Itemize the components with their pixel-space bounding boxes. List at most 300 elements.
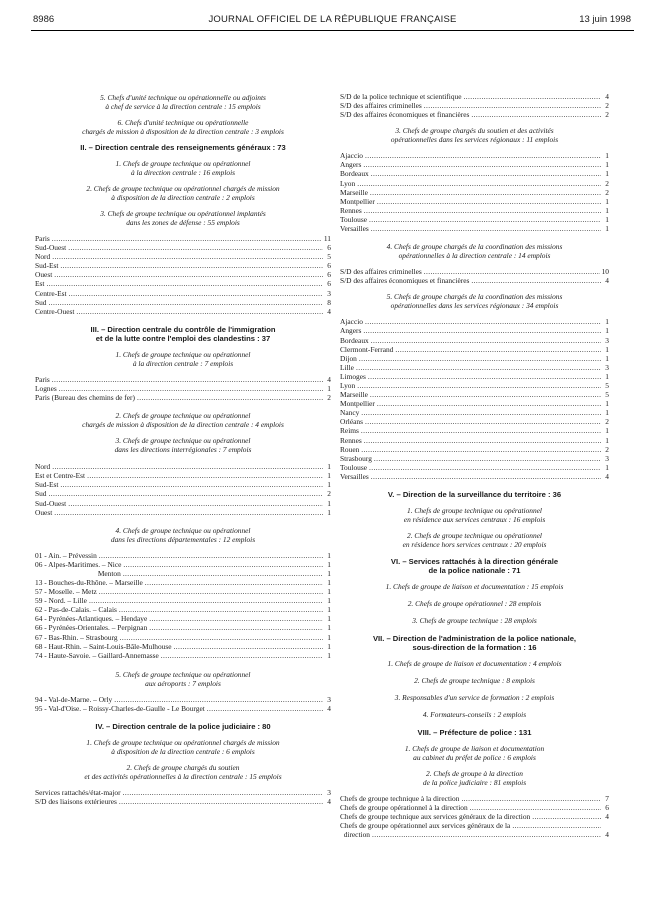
list-item bbox=[35, 375, 331, 384]
item-label: S/D des affaires économiques et financières bbox=[340, 276, 470, 286]
subsection-title: 5. Chefs de groupe technique ou opérationnel bbox=[115, 669, 251, 679]
subsection-title: 3. Chefs de groupe chargés du soutien et des activités bbox=[395, 126, 554, 136]
item-label: 64 - Pyrénées-Atlantiques. – Hendaye bbox=[35, 614, 148, 624]
list-item bbox=[35, 578, 331, 587]
item-count: 10 bbox=[601, 267, 609, 277]
item-count: 5 bbox=[605, 380, 609, 390]
dot-leader bbox=[363, 326, 601, 335]
subsection-title: 2. Chefs de groupe chargés du soutien bbox=[126, 763, 240, 772]
list-item bbox=[35, 252, 331, 261]
list-item bbox=[340, 436, 609, 445]
subsection-title: à la direction centrale : 7 emplois bbox=[132, 358, 234, 368]
list-item bbox=[340, 267, 609, 276]
item-count: 1 bbox=[327, 507, 331, 517]
dot-leader bbox=[69, 289, 323, 298]
list-item bbox=[35, 279, 331, 288]
dot-leader bbox=[470, 803, 601, 812]
item-count: 4 bbox=[605, 471, 609, 481]
list-item bbox=[340, 821, 609, 830]
section-heading: VI. – Services rattachés à la direction générale bbox=[390, 557, 559, 566]
item-label: Montpellier bbox=[340, 399, 375, 409]
item-count: 1 bbox=[605, 224, 609, 234]
dot-leader bbox=[87, 471, 323, 480]
item-label: Strasbourg bbox=[340, 453, 372, 463]
subsection-title: 2. Chefs de groupe technique : 8 emplois bbox=[414, 676, 535, 685]
item-count: 1 bbox=[605, 317, 609, 327]
item-label: Sud bbox=[35, 297, 47, 307]
item-count: 1 bbox=[605, 169, 609, 179]
item-count: 1 bbox=[327, 650, 331, 660]
item-label: S/D des liaisons extérieures bbox=[35, 797, 117, 807]
item-label: Bordeaux bbox=[340, 169, 369, 179]
dot-leader bbox=[377, 197, 601, 206]
item-count: 4 bbox=[605, 92, 609, 101]
item-label: Paris bbox=[35, 234, 50, 243]
item-count: 4 bbox=[605, 276, 609, 286]
subsection-title: 5. Chefs de groupe chargés de la coordination des missions bbox=[386, 292, 563, 302]
list-item bbox=[35, 605, 331, 614]
list-item bbox=[35, 234, 331, 243]
subsection-title: 4. Formateurs-conseils : 2 emplois bbox=[422, 710, 527, 719]
list-item bbox=[35, 307, 331, 316]
dot-leader bbox=[145, 578, 323, 587]
subsection-title: en résidence aux services centraux : 16 emplois bbox=[403, 515, 546, 524]
item-label: Nord bbox=[35, 462, 51, 472]
item-count: 1 bbox=[327, 605, 331, 615]
subsection-title: à disposition de la direction centrale : 2 emplois bbox=[111, 193, 255, 202]
dot-leader bbox=[395, 345, 601, 354]
item-label: Ajaccio bbox=[340, 317, 363, 327]
list-item bbox=[340, 408, 609, 417]
item-count: 4 bbox=[605, 812, 609, 822]
item-label: S/D de la police technique et scientifique bbox=[340, 92, 462, 101]
list-item bbox=[340, 110, 609, 119]
list-item bbox=[340, 345, 609, 354]
section-heading: et de la lutte contre l'emploi des clandestins : 37 bbox=[95, 333, 271, 343]
item-label: Versailles bbox=[340, 224, 369, 234]
list-item bbox=[35, 587, 331, 596]
dot-leader bbox=[369, 215, 601, 224]
subsection-title: en résidence hors services centraux : 20 emplois bbox=[402, 540, 547, 549]
item-label: Sud-Est bbox=[35, 261, 59, 271]
item-count: 1 bbox=[327, 632, 331, 642]
subsection-title: 1. Chefs de groupe de liaison et documentation : 4 emplois bbox=[387, 659, 562, 668]
subsection-title: opérationnelles à la direction centrale : 14 emplois bbox=[398, 251, 551, 261]
section-heading: VIII. – Préfecture de police : 131 bbox=[417, 728, 532, 737]
dot-leader bbox=[49, 489, 323, 498]
item-count: 3 bbox=[327, 288, 331, 298]
item-label: Marseille bbox=[340, 390, 368, 400]
item-count: 4 bbox=[605, 830, 609, 840]
page-number: 8986 bbox=[33, 14, 55, 25]
dot-leader bbox=[461, 794, 601, 803]
subsection-title: de la police judiciaire : 81 emplois bbox=[422, 778, 527, 787]
left-column bbox=[35, 90, 331, 806]
list-item bbox=[340, 399, 609, 408]
item-count: 1 bbox=[327, 614, 331, 624]
list-item bbox=[340, 160, 609, 169]
item-label: Est bbox=[35, 279, 45, 289]
list-item bbox=[35, 243, 331, 252]
dot-leader bbox=[377, 399, 601, 408]
dot-leader bbox=[361, 426, 601, 435]
item-count: 1 bbox=[605, 399, 609, 409]
subsection-title: 1. Chefs de groupe technique ou opérationnel bbox=[115, 349, 251, 359]
list-item bbox=[340, 463, 609, 472]
item-count: 1 bbox=[605, 353, 609, 363]
item-label: Sud-Ouest bbox=[35, 498, 67, 508]
item-count: 5 bbox=[605, 390, 609, 400]
item-label: Sud-Est bbox=[35, 480, 59, 490]
item-label: Montpellier bbox=[340, 196, 375, 206]
subsection-title: 3. Chefs de groupe technique ou opérationnel implantés bbox=[100, 209, 266, 218]
dot-leader bbox=[60, 480, 323, 489]
subsection-title: au cabinet du préfet de police : 6 emplois bbox=[413, 753, 536, 762]
dot-leader bbox=[471, 110, 601, 119]
item-label: 62 - Pas-de-Calais. – Calais bbox=[35, 605, 117, 615]
subsection-title: 1. Chefs de groupe de liaison et documentation bbox=[404, 744, 545, 753]
list-item bbox=[340, 276, 609, 285]
item-label: Bordeaux bbox=[340, 335, 369, 345]
dot-leader bbox=[370, 390, 601, 399]
item-label: Nord bbox=[35, 252, 51, 262]
subsection-title: opérationnelles dans les services régionaux : 11 emplois bbox=[390, 135, 559, 145]
subsection-title: 2. Chefs de groupe opérationnel : 28 emplois bbox=[407, 599, 542, 608]
item-count: 1 bbox=[327, 559, 331, 569]
item-label: Toulouse bbox=[340, 214, 367, 224]
item-label: Centre-Est bbox=[35, 288, 67, 298]
dot-leader bbox=[512, 821, 601, 830]
list-item bbox=[340, 454, 609, 463]
dot-leader bbox=[52, 234, 322, 243]
dot-leader bbox=[119, 797, 323, 806]
dot-leader bbox=[89, 596, 323, 605]
section-heading: III. – Direction centrale du contrôle de l'immigration bbox=[90, 324, 276, 334]
dot-leader bbox=[471, 276, 601, 285]
list-item bbox=[340, 206, 609, 215]
item-count: 3 bbox=[605, 335, 609, 345]
dot-leader bbox=[114, 695, 323, 704]
subsection-title: 3. Chefs de groupe technique : 28 emplois bbox=[412, 616, 537, 625]
list-item bbox=[340, 354, 609, 363]
dot-leader bbox=[137, 393, 323, 402]
dot-leader bbox=[371, 224, 601, 233]
item-count: 1 bbox=[327, 587, 331, 597]
dot-leader bbox=[54, 508, 323, 517]
subsection-title: 2. Chefs de groupe technique ou opérationnel chargés de mission bbox=[86, 184, 280, 193]
dot-leader bbox=[120, 633, 323, 642]
list-item bbox=[35, 551, 331, 560]
item-count: 3 bbox=[327, 788, 331, 797]
dot-leader bbox=[52, 375, 323, 384]
item-label: 95 - Val-d'Oise. – Roissy-Charles-de-Gaulle - Le Bourget bbox=[35, 703, 205, 713]
item-count: 1 bbox=[327, 471, 331, 481]
list-item bbox=[35, 270, 331, 279]
subsection-title: à la direction centrale : 16 emplois bbox=[131, 168, 235, 177]
dot-leader bbox=[68, 243, 323, 252]
item-label: Dijon bbox=[340, 353, 357, 363]
dot-leader bbox=[207, 704, 323, 713]
item-count: 1 bbox=[605, 196, 609, 206]
item-label: Marseille bbox=[340, 187, 368, 197]
item-label: Clermont-Ferrand bbox=[340, 344, 394, 354]
list-item bbox=[35, 508, 331, 517]
dot-leader bbox=[123, 560, 323, 569]
item-label: Reims bbox=[340, 426, 359, 436]
dot-leader bbox=[372, 830, 601, 839]
item-label: Orléans bbox=[340, 417, 363, 427]
item-count: 3 bbox=[605, 453, 609, 463]
list-item bbox=[340, 390, 609, 399]
item-count: 1 bbox=[605, 344, 609, 354]
item-label: Centre-Ouest bbox=[35, 306, 75, 316]
dot-leader bbox=[119, 605, 323, 614]
dot-leader bbox=[365, 317, 601, 326]
list-item bbox=[35, 623, 331, 632]
item-label: S/D des affaires criminelles bbox=[340, 101, 422, 111]
section-heading: IV. – Direction centrale de la police judiciaire : 80 bbox=[95, 722, 271, 731]
item-count: 3 bbox=[327, 694, 331, 704]
dot-leader bbox=[371, 169, 601, 178]
dot-leader bbox=[52, 462, 323, 471]
item-label: 74 - Haute-Savoie. – Gaillard-Annemasse bbox=[35, 650, 159, 660]
subsection-title: 6. Chefs d'unité technique ou opérationnelle bbox=[117, 118, 249, 127]
item-label: Rennes bbox=[340, 205, 362, 215]
list-item bbox=[340, 445, 609, 454]
item-count: 6 bbox=[327, 279, 331, 289]
dot-leader bbox=[424, 101, 601, 110]
item-label: S/D des affaires criminelles bbox=[340, 267, 422, 277]
subsection-title: 5. Chefs d'unité technique ou opérationnelle ou adjoints bbox=[100, 93, 266, 102]
item-label: Rouen bbox=[340, 444, 360, 454]
item-label: 59 - Nord. – Lille bbox=[35, 596, 87, 606]
subsection-title: et des activités opérationnelles à la direction centrale : 15 emplois bbox=[84, 772, 282, 781]
section-heading: VII. – Direction de l'administration de la police nationale, bbox=[372, 634, 577, 643]
dot-leader bbox=[174, 642, 323, 651]
subsection-title: dans les directions interrégionales : 7 emplois bbox=[114, 445, 252, 455]
item-label: Versailles bbox=[340, 471, 369, 481]
subsection-title: 2. Chefs de groupe technique ou opérationnel bbox=[407, 531, 542, 540]
subsection-title: 4. Chefs de groupe technique ou opérationnel bbox=[115, 525, 251, 535]
item-label: Services rattachés/état-major bbox=[35, 788, 121, 797]
item-count: 3 bbox=[605, 362, 609, 372]
item-count: 1 bbox=[605, 205, 609, 215]
item-label: Lyon bbox=[340, 380, 356, 390]
item-label: 68 - Haut-Rhin. – Saint-Louis-Bâle-Mulhouse bbox=[35, 641, 172, 651]
item-count: 2 bbox=[327, 489, 331, 499]
dot-leader bbox=[424, 267, 600, 276]
subsection-title: chargés de mission à disposition de la direction centrale : 4 emplois bbox=[82, 420, 284, 430]
list-item bbox=[340, 426, 609, 435]
subsection-title: 3. Chefs de groupe technique ou opérationnel bbox=[115, 436, 251, 446]
item-label: Ouest bbox=[35, 507, 53, 517]
item-label: S/D des affaires économiques et financières bbox=[340, 110, 470, 120]
item-count: 1 bbox=[327, 498, 331, 508]
item-label: Lille bbox=[340, 362, 354, 372]
list-item bbox=[340, 317, 609, 326]
item-label: Menton bbox=[35, 568, 121, 578]
list-item bbox=[35, 704, 331, 713]
subsection-title: à chef de service à la direction centrale : 15 emplois bbox=[105, 102, 261, 111]
list-item bbox=[35, 489, 331, 498]
list-item bbox=[340, 381, 609, 390]
item-label: 94 - Val-de-Marne. – Orly bbox=[35, 694, 113, 704]
item-count: 1 bbox=[327, 568, 331, 578]
list-item bbox=[340, 336, 609, 345]
dot-leader bbox=[361, 408, 601, 417]
item-count: 1 bbox=[605, 326, 609, 336]
item-count: 2 bbox=[327, 393, 331, 403]
item-label: 57 - Moselle. – Metz bbox=[35, 587, 97, 597]
list-item bbox=[35, 471, 331, 480]
subsection-title: 2. Chefs de groupe technique ou opérationnel bbox=[115, 411, 251, 421]
item-count: 2 bbox=[605, 444, 609, 454]
item-count: 1 bbox=[605, 435, 609, 445]
item-count: 2 bbox=[605, 178, 609, 188]
item-count: 6 bbox=[327, 261, 331, 271]
page-header bbox=[0, 14, 665, 28]
dot-leader bbox=[532, 812, 601, 821]
dot-leader bbox=[357, 179, 601, 188]
item-count: 6 bbox=[605, 803, 609, 813]
list-item bbox=[35, 633, 331, 642]
right-column bbox=[340, 92, 609, 839]
item-count: 7 bbox=[605, 794, 609, 803]
list-item bbox=[35, 797, 331, 806]
dot-leader bbox=[359, 354, 601, 363]
list-item bbox=[340, 224, 609, 233]
list-item bbox=[35, 480, 331, 489]
subsection-title: 3. Responsables d'un service de formation : 2 emplois bbox=[394, 693, 555, 702]
dot-leader bbox=[99, 551, 323, 560]
list-item bbox=[340, 363, 609, 372]
item-label: 06 - Alpes-Maritimes. – Nice bbox=[35, 559, 122, 569]
list-item bbox=[35, 298, 331, 307]
dot-leader bbox=[68, 499, 323, 508]
item-count: 1 bbox=[327, 596, 331, 606]
list-item bbox=[340, 188, 609, 197]
item-label: Toulouse bbox=[340, 462, 367, 472]
item-label: Sud-Ouest bbox=[35, 243, 67, 253]
dot-leader bbox=[49, 298, 323, 307]
section-heading: sous-direction de la formation : 16 bbox=[412, 643, 537, 652]
dot-leader bbox=[60, 261, 323, 270]
item-label: Angers bbox=[340, 326, 362, 336]
item-count: 8 bbox=[327, 297, 331, 307]
item-count: 1 bbox=[605, 214, 609, 224]
list-item bbox=[35, 651, 331, 660]
dot-leader bbox=[59, 384, 323, 393]
item-count: 6 bbox=[327, 270, 331, 280]
item-count: 1 bbox=[327, 550, 331, 560]
dot-leader bbox=[149, 623, 323, 632]
subsection-title: 2. Chefs de groupe à la direction bbox=[426, 769, 523, 778]
dot-leader bbox=[149, 614, 323, 623]
item-count: 1 bbox=[327, 623, 331, 633]
list-item bbox=[340, 197, 609, 206]
dot-leader bbox=[46, 279, 323, 288]
subsection-title: dans les directions départementales : 12 emplois bbox=[110, 534, 256, 544]
dot-leader bbox=[54, 270, 323, 279]
list-item bbox=[35, 384, 331, 393]
list-item bbox=[340, 169, 609, 178]
list-item bbox=[35, 596, 331, 605]
list-item bbox=[35, 289, 331, 298]
item-count: 1 bbox=[605, 462, 609, 472]
item-count: 4 bbox=[327, 306, 331, 316]
item-label: Paris bbox=[35, 374, 50, 384]
subsection-title: chargés de mission à disposition de la direction centrale : 3 emplois bbox=[82, 127, 284, 136]
dot-leader bbox=[369, 463, 601, 472]
subsection-title: 1. Chefs de groupe de liaison et documentation : 15 emplois bbox=[385, 582, 564, 591]
item-count: 1 bbox=[605, 160, 609, 170]
item-count: 2 bbox=[605, 187, 609, 197]
dot-leader bbox=[356, 363, 601, 372]
dot-leader bbox=[161, 651, 323, 660]
item-count: 1 bbox=[327, 577, 331, 587]
dot-leader bbox=[364, 206, 601, 215]
dot-leader bbox=[371, 472, 601, 481]
item-count: 1 bbox=[605, 371, 609, 381]
dot-leader bbox=[364, 436, 601, 445]
subsection-title: dans les zones de défense : 55 emplois bbox=[126, 218, 240, 227]
dot-leader bbox=[365, 151, 601, 160]
section-heading: V. – Direction de la surveillance du territoire : 36 bbox=[387, 490, 562, 499]
subsection-title: aux aéroports : 7 emplois bbox=[145, 678, 221, 688]
dot-leader bbox=[464, 92, 602, 101]
list-item bbox=[340, 417, 609, 426]
list-item bbox=[340, 151, 609, 160]
item-count: 11 bbox=[323, 234, 331, 243]
dot-leader bbox=[374, 454, 601, 463]
dot-leader bbox=[99, 587, 323, 596]
dot-leader bbox=[365, 417, 601, 426]
list-item bbox=[35, 261, 331, 270]
dot-leader bbox=[371, 336, 601, 345]
item-count: 1 bbox=[605, 426, 609, 436]
item-label: Limoges bbox=[340, 371, 366, 381]
list-item bbox=[340, 101, 609, 110]
list-item bbox=[35, 614, 331, 623]
item-count: 6 bbox=[327, 243, 331, 253]
item-count: 2 bbox=[605, 417, 609, 427]
dot-leader bbox=[363, 160, 601, 169]
list-item bbox=[340, 215, 609, 224]
item-label: Est et Centre-Est bbox=[35, 471, 86, 481]
dot-leader bbox=[370, 188, 601, 197]
list-item bbox=[340, 326, 609, 335]
list-item bbox=[340, 472, 609, 481]
subsection-title: 1. Chefs de groupe technique ou opérationnel chargés de mission bbox=[86, 738, 280, 747]
list-item bbox=[340, 179, 609, 188]
dot-leader bbox=[76, 307, 323, 316]
list-item bbox=[340, 812, 609, 821]
item-count: 1 bbox=[327, 462, 331, 472]
item-count: 2 bbox=[605, 110, 609, 120]
section-heading: de la police nationale : 71 bbox=[428, 566, 521, 575]
subsection-title: 4. Chefs de groupe chargés de la coordination des missions bbox=[386, 242, 563, 252]
item-count: 1 bbox=[605, 151, 609, 161]
list-item bbox=[35, 462, 331, 471]
subsection-title: à disposition de la direction centrale : 6 emplois bbox=[111, 747, 255, 756]
list-item bbox=[35, 642, 331, 651]
dot-leader bbox=[368, 372, 601, 381]
subsection-title: opérationnelles dans les services régionaux : 34 emplois bbox=[390, 301, 559, 311]
item-count: 1 bbox=[327, 383, 331, 393]
section-heading: II. – Direction centrale des renseignements généraux : 73 bbox=[80, 143, 286, 152]
item-count: 4 bbox=[327, 374, 331, 384]
subsection-title: 1. Chefs de groupe technique ou opérationnel bbox=[407, 506, 542, 515]
